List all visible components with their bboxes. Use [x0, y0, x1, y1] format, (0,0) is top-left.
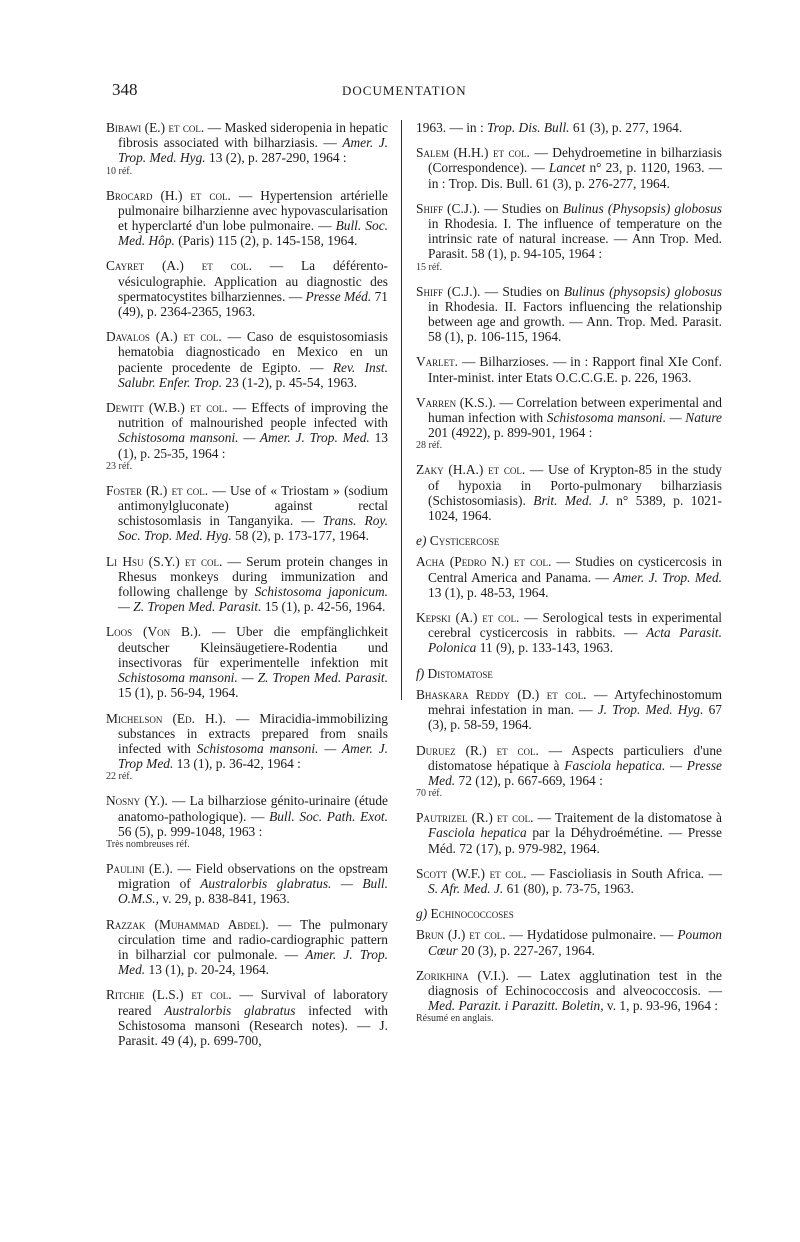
reference-title: — Hydatidose pulmonaire. — — [505, 927, 678, 943]
reference-title: — La bilharziose génito-urinaire (étude anatomo-pathologique). — — [118, 793, 388, 824]
reference-source: Schistosoma mansoni. — Amer. J. Trop Med. — [118, 740, 388, 772]
reference-source: Fasciola hepatica — [428, 825, 527, 841]
reference-author: Dewitt (W.B.) et col. — [106, 400, 228, 416]
reference-details: 13 (1), p. 25-35, 1964 : — [118, 430, 388, 461]
reference-source: Schistosoma japonicum. — Z. Tropen Med. Parasit. — [118, 584, 388, 615]
reference-title: — Fascioliasis in South Africa. — — [526, 865, 722, 881]
running-title: DOCUMENTATION — [342, 83, 467, 98]
reference-details: 15 (1), p. 42-56, 1964. — [261, 599, 386, 615]
reference-entry — [416, 145, 722, 191]
reference-entry — [416, 968, 722, 1026]
reference-entry — [106, 188, 388, 249]
reference-title: — Aspects particuliers d'une distomatose hépatique à — [428, 742, 722, 773]
reference-author: Nosny (Y.). — [106, 793, 168, 809]
section-heading — [416, 906, 722, 921]
reference-source: Lancet — [548, 160, 586, 176]
reference-entry — [106, 987, 388, 1048]
section-heading — [416, 533, 722, 548]
reference-entry — [106, 400, 388, 473]
reference-details: n° 23, p. 1120, 1963. — in : Trop. Dis. Bull. 61 (3), p. 276-277, 1964. — [428, 160, 722, 191]
reference-entry — [106, 861, 388, 907]
reference-author: Ritchie (L.S.) et col. — [106, 987, 232, 1003]
reference-details: 61 (3), p. 277, 1964. — [569, 120, 683, 135]
reference-note: 28 réf. — [416, 440, 443, 452]
reference-title: — Traitement de la distomatose à — [533, 810, 722, 826]
reference-author: Bibawi (E.) et col. — [106, 120, 205, 135]
page-header — [0, 80, 800, 104]
reference-source: Brit. Med. J. — [533, 492, 609, 508]
reference-entry — [416, 201, 722, 274]
reference-details: par la Déhydroémétine. — Presse Méd. 72 (17), p. 979-982, 1964. — [428, 825, 722, 856]
reference-title: — Caso de esquistosomiasis hematobia diagnosticado en Mexico en un paciente procedente de Egipto. — — [118, 329, 388, 375]
reference-entry — [416, 462, 722, 523]
reference-note: 15 réf. — [416, 261, 443, 273]
reference-source: Schistosoma mansoni. — Amer. J. Trop. Med. — [118, 430, 370, 446]
reference-author: Shiff (C.J.). — [416, 283, 481, 299]
reference-author: Acha (Pedro N.) et col. — [416, 554, 552, 570]
reference-details: 13 (1), p. 36-42, 1964 : — [173, 756, 301, 772]
reference-details: infected with Schistosoma mansoni (Research notes). — J. Parasit. 49 (4), p. 699-700, — [118, 1002, 389, 1048]
reference-entry — [416, 120, 722, 135]
reference-entry — [416, 554, 722, 600]
section-heading — [416, 666, 722, 681]
reference-source: Med. Parazit. i Parazitt. Boletin, — [428, 998, 604, 1014]
reference-author: Brocard (H.) et col. — [106, 187, 231, 203]
reference-note: Très nombreuses réf. — [106, 838, 190, 850]
reference-details: 20 (3), p. 227-267, 1964. — [457, 942, 596, 958]
reference-author: Zaky (H.A.) et col. — [416, 462, 526, 478]
section-name: Cysticercose — [429, 533, 500, 549]
column-divider — [401, 120, 402, 700]
reference-source: Rev. Inst. Salubr. Enfer. Trop. — [118, 359, 388, 390]
reference-title: — Uber die empfänglichkeit deutscher Kleinsäugetiere-Rodentia und insectivoras für experimentelle infektion mit — [118, 624, 388, 670]
reference-author: Brun (J.) et col. — [416, 927, 506, 943]
reference-details: 71 (49), p. 2364-2365, 1963. — [118, 288, 388, 320]
reference-author: Paulini (E.). — [106, 860, 173, 876]
reference-entry — [106, 711, 388, 784]
reference-source: Schistosoma mansoni. — Z. Tropen Med. Parasit. — [118, 670, 388, 686]
reference-title: — Studies on — [480, 200, 563, 216]
reference-source: Presse Méd. — [305, 288, 372, 304]
reference-title: — Serum protein changes in Rhesus monkeys during immunization and following challenge by — [118, 553, 389, 600]
reference-source: Amer. J. Trop. Med. Hyg. — [118, 135, 388, 166]
reference-title: — Hypertension artérielle pulmonaire bilharzienne avec hypovascularisation et hyperclarté d'un lobe pulmonaire. — — [118, 187, 389, 234]
reference-source: Australorbis glabratus. — Bull. O.M.S., — [118, 876, 388, 907]
reference-title: — Artyfechinostomum mehrai infestation in man. — — [428, 686, 722, 718]
reference-entry — [106, 258, 388, 319]
reference-title: — Masked sideropenia in hepatic fibrosis associated with bilharziasis. — — [118, 120, 388, 151]
reference-author: Kepski (A.) et col. — [416, 610, 520, 626]
reference-entry — [106, 483, 388, 544]
reference-details: v. 29, p. 838-841, 1963. — [158, 891, 290, 907]
reference-author: Cayret (A.) et col. — [106, 258, 252, 274]
reference-source: Bulinus (physopsis) globosus — [563, 283, 723, 299]
reference-author: Loos (Von B.). — [106, 624, 202, 640]
reference-details: 11 (9), p. 133-143, 1963. — [476, 640, 614, 656]
right-column — [416, 120, 722, 1035]
reference-entry — [416, 687, 722, 733]
reference-author: Salem (H.H.) et col. — [416, 145, 530, 161]
reference-author: Michelson (Ed. H.). — [106, 710, 226, 726]
reference-note: Résumé en anglais. — [416, 1013, 494, 1025]
reference-details: 13 (2), p. 287-290, 1964 : — [205, 150, 347, 166]
reference-title: — Survival of laboratory reared — [118, 987, 388, 1018]
reference-entry — [106, 917, 388, 978]
reference-source: Poumon Cœur — [428, 927, 723, 958]
reference-source: Trop. Dis. Bull. — [487, 120, 570, 135]
section-letter: e) — [416, 533, 430, 549]
reference-details: 15 (1), p. 56-94, 1964. — [118, 685, 239, 701]
reference-details: 13 (1), p. 20-24, 1964. — [145, 962, 270, 978]
reference-author: Scott (W.F.) et col. — [416, 865, 527, 881]
page-number: 348 — [112, 80, 138, 99]
reference-source: J. Trop. Med. Hyg. — [597, 702, 704, 718]
reference-note: 10 réf. — [106, 165, 133, 177]
reference-details: 13 (1), p. 48-53, 1964. — [428, 584, 549, 600]
section-name: Echinococcoses — [430, 906, 514, 922]
reference-author: Pautrizel (R.) et col. — [416, 810, 534, 826]
reference-details: 72 (12), p. 667-669, 1964 : — [455, 772, 603, 788]
reference-entry — [416, 927, 722, 957]
reference-entry — [106, 329, 388, 390]
reference-title: — Effects of improving the nutrition of malnourished people infected with — [118, 400, 389, 431]
reference-entry — [106, 120, 388, 178]
reference-source: Trans. Roy. Soc. Trop. Med. Hyg. — [118, 513, 388, 544]
reference-title: — Field observations on the opstream migration of — [118, 860, 388, 892]
reference-author: Bhaskara Reddy (D.) et col. — [416, 686, 587, 702]
reference-title: 1963. — in : — [416, 120, 488, 135]
reference-author: Davalos (A.) et col. — [106, 329, 222, 345]
reference-author: Varren (K.S.). — [416, 394, 496, 410]
reference-title: — The pulmonary circulation time and radio-cardiographic pattern in bilharzial cor pulmonale. — — [118, 916, 388, 962]
reference-details: in Rhodesia. II. Factors influencing the relationship between age and growth. — Ann. Trop. Med. Parasit. 58 (1), p. 106-115, 1964. — [428, 298, 722, 345]
reference-author: Li Hsu (S.Y.) et col. — [106, 553, 223, 569]
reference-source: Bulinus (Physopsis) globosus — [562, 200, 723, 216]
reference-title: — Serological tests in experimental cerebral cysticercosis in rabbits. — — [428, 610, 723, 641]
reference-entry — [416, 354, 722, 384]
reference-details: 61 (80), p. 73-75, 1963. — [503, 880, 634, 896]
reference-details: (Paris) 115 (2), p. 145-158, 1964. — [174, 233, 358, 249]
reference-title: — Bilharzioses. — in : Rapport final XIe Conf. Inter-minist. inter Etats O.C.C.G.E. p. 226, 1963. — [428, 354, 722, 385]
section-letter: g) — [416, 906, 431, 922]
section-name: Distomatose — [427, 665, 493, 681]
reference-details: n° 5389, p. 1021-1024, 1964. — [428, 492, 723, 524]
reference-source: Amer. J. Trop. Med. — [118, 946, 388, 978]
reference-details: in Rhodesia. I. The influence of temperature on the intrinsic rate of natural increase. — Ann Trop. Med. Parasit. 58 (1), p. 94-105, 1964 : — [428, 216, 722, 262]
reference-source: S. Afr. Med. J. — [428, 880, 504, 896]
reference-title: — Use of Krypton-85 in the study of hypoxia in Porto-pulmonary bilharziasis (Schistosomiasis). — [428, 462, 722, 508]
reference-author: Varlet. — [416, 354, 459, 370]
reference-note: 23 réf. — [106, 460, 133, 472]
reference-entry — [416, 866, 722, 896]
reference-author: Razzak (Muhammad Abdel). — [106, 916, 269, 932]
reference-author: Zorikhina (V.I.). — [416, 967, 509, 983]
reference-source: Acta Parasit. Polonica — [428, 625, 722, 656]
reference-title: — La déférento-vésiculographie. Application au diagnostic des spermatocystites bilharziennes. — — [118, 258, 388, 304]
reference-entry — [416, 395, 722, 453]
reference-title: — Dehydroemetine in bilharziasis (Correspondence). — — [428, 145, 722, 176]
reference-title: — Miracidia-immobilizing substances in extracts prepared from snails infected with — [118, 710, 388, 756]
left-column — [106, 120, 388, 1058]
reference-source: Fasciola hepatica. — Presse Med. — [428, 757, 722, 788]
reference-author: Foster (R.) et col. — [106, 482, 209, 498]
reference-title: — Studies on cysticercosis in Central America and Panama. — — [428, 554, 722, 585]
reference-details: 201 (4922), p. 899-901, 1964 : — [428, 425, 593, 441]
reference-title: — Use of « Triostam » (sodium antimonylgluconate) against rectal schistosomlasis in Tanganyika. — — [118, 482, 388, 529]
section-letter: f) — [416, 665, 428, 681]
reference-entry — [106, 793, 388, 851]
reference-entry — [416, 810, 722, 856]
reference-details: 58 (2), p. 173-177, 1964. — [231, 528, 369, 544]
reference-entry — [416, 743, 722, 801]
reference-source: Australorbis glabratus — [164, 1002, 296, 1018]
reference-details: 67 (3), p. 58-59, 1964. — [428, 702, 722, 733]
reference-details: 23 (1-2), p. 45-54, 1963. — [222, 374, 358, 390]
reference-entry — [106, 624, 388, 700]
reference-note: 70 réf. — [416, 788, 443, 800]
reference-source: Bull. Soc. Path. Exot. — [269, 808, 388, 824]
reference-title: — Studies on — [480, 283, 564, 299]
reference-source: Schistosoma mansoni. — Nature — [546, 410, 722, 426]
reference-author: Shiff (C.J.). — [416, 200, 481, 216]
reference-entry — [106, 554, 388, 615]
reference-title: — Correlation between experimental and human infection with — [428, 394, 722, 426]
reference-source: Bull. Soc. Med. Hôp. — [118, 218, 388, 249]
reference-title: — Latex agglutination test in the diagnosis of Echinococcosis and alveococcosis. — — [428, 967, 722, 998]
reference-entry — [416, 610, 722, 656]
reference-note: 22 réf. — [106, 771, 133, 783]
reference-details: 56 (5), p. 999-1048, 1963 : — [118, 823, 263, 839]
reference-author: Duruez (R.) et col. — [416, 742, 539, 758]
reference-entry — [416, 284, 722, 345]
reference-details: v. 1, p. 93-96, 1964 : — [603, 998, 718, 1014]
reference-source: Amer. J. Trop. Med. — [613, 569, 722, 585]
